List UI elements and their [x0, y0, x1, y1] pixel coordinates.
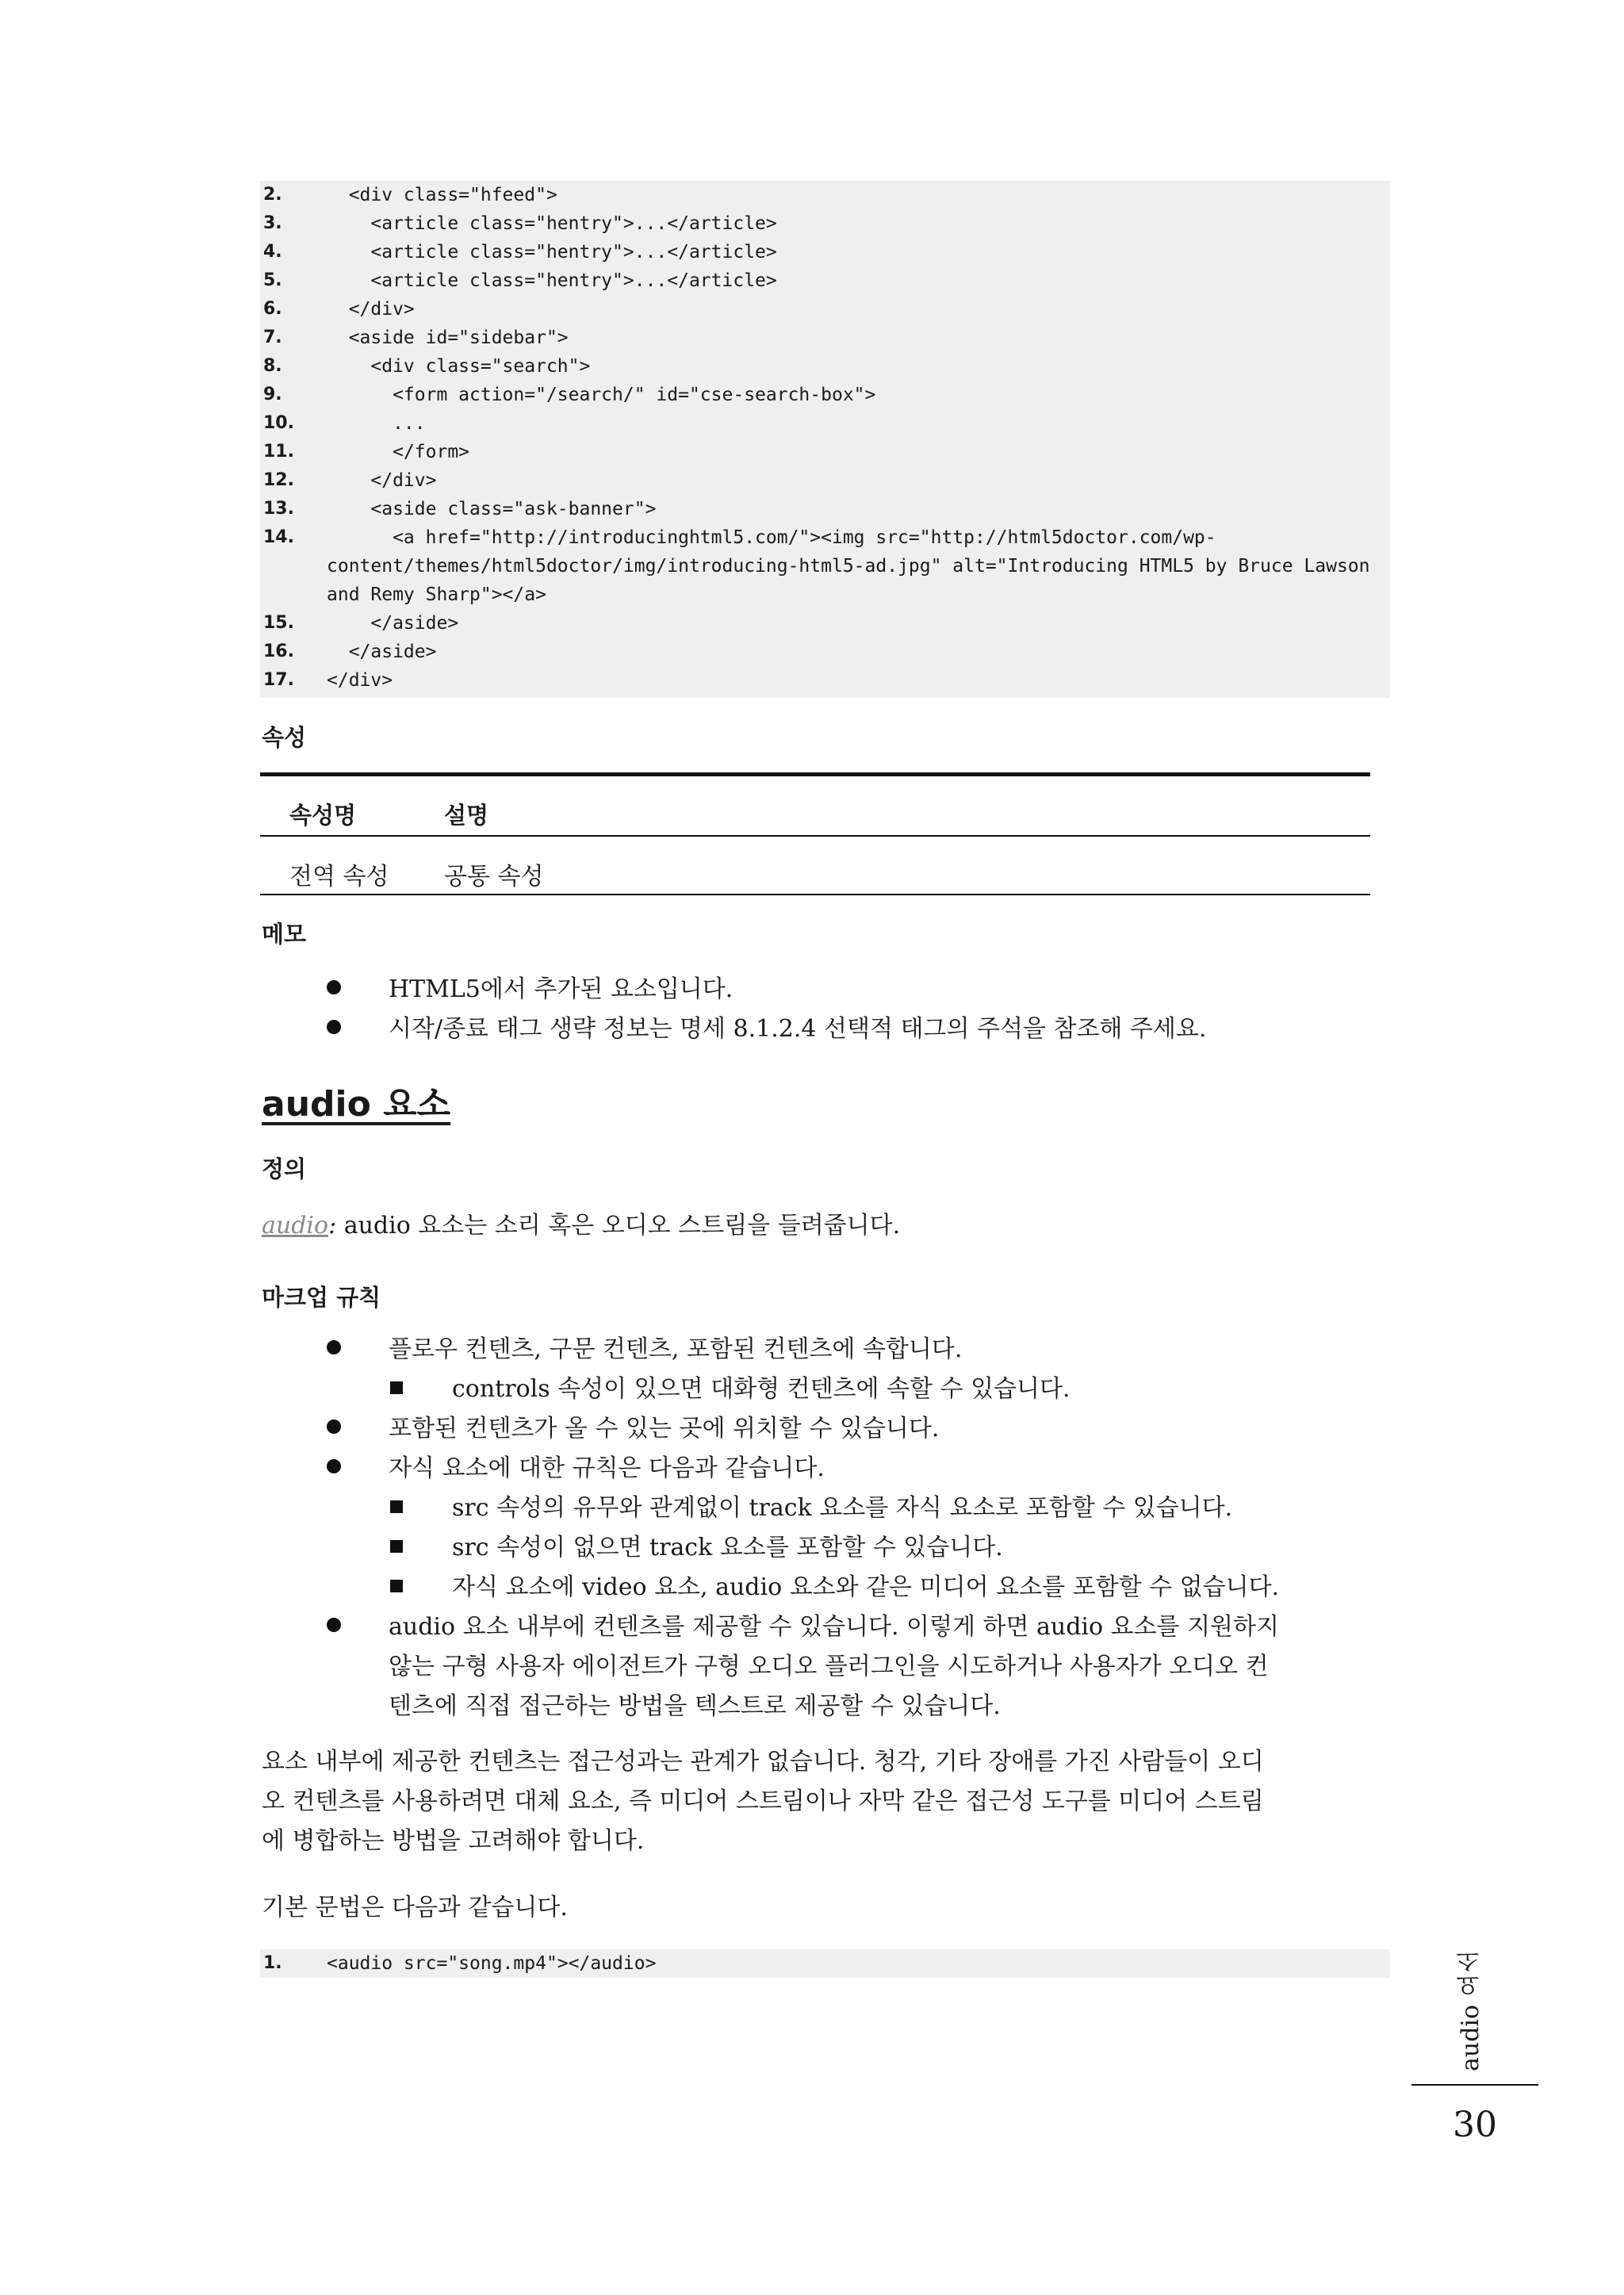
line-number: 16. [263, 642, 294, 661]
memo-item: HTML5에서 추가된 요소입니다. [389, 975, 733, 1003]
code-text: ... [327, 413, 426, 434]
definition-heading: 정의 [262, 1155, 307, 1182]
line-number: 13. [263, 499, 294, 519]
section-title: audio 요소 [262, 1084, 451, 1125]
rule-item: 자식 요소에 대한 규칙은 다음과 같습니다. [389, 1454, 825, 1482]
paragraph-line: 요소 내부에 제공한 컨텐츠는 접근성과는 관계가 없습니다. 청각, 기타 장애를 가진 사람들이 오디 [262, 1748, 1264, 1776]
line-number: 3. [263, 213, 282, 233]
code-text: <form action="/search/" id="cse-search-box"> [327, 385, 876, 405]
paragraph-line: 에 병합하는 방법을 고려해야 합니다. [262, 1827, 645, 1855]
code-text: </div> [327, 670, 393, 691]
memo-item: 시작/종료 태그 생략 정보는 명세 8.1.2.4 선택적 태그의 주석을 참조해 주세요. [389, 1015, 1207, 1043]
code-text: </div> [327, 470, 437, 491]
table-header-rule [260, 835, 1370, 837]
bullet-dot [327, 1618, 341, 1632]
syntax-intro: 기본 문법은 다음과 같습니다. [262, 1894, 568, 1921]
paragraph-line: 오 컨텐츠를 사용하려면 대체 요소, 즉 미디어 스트림이나 자막 같은 접근성 도구를 미디어 스트림 [262, 1787, 1264, 1815]
table-cell-desc: 공통 속성 [444, 863, 544, 891]
code-text: <article class="hentry">...</article> [327, 213, 777, 234]
code-text: <div class="search"> [327, 356, 591, 377]
code-text: </div> [327, 299, 415, 320]
line-number: 10. [263, 413, 294, 433]
line-number: 2. [263, 185, 282, 205]
code-text: <audio src="song.mp4"></audio> [327, 1953, 657, 1974]
line-number: 9. [263, 385, 282, 404]
code-text: content/themes/html5doctor/img/introducing-html5-ad.jpg" alt="Introducing HTML5 by Bruce Lawson [327, 556, 1370, 577]
bullet-dot [327, 1340, 341, 1354]
line-number: 12. [263, 470, 294, 490]
audio-link[interactable]: audio [262, 1212, 329, 1239]
rule-item-line: audio 요소 내부에 컨텐츠를 제공할 수 있습니다. 이렇게 하면 audio 요소를 지원하지 [389, 1613, 1279, 1641]
table-header-desc: 설명 [444, 802, 489, 829]
side-tab-label: audio 요소 [1457, 1949, 1484, 2071]
line-number: 5. [263, 270, 282, 290]
code-text: <article class="hentry">...</article> [327, 242, 777, 262]
line-number: 7. [263, 328, 282, 347]
line-number: 11. [263, 442, 294, 462]
rule-subitem: src 속성의 유무와 관계없이 track 요소를 자식 요소로 포함할 수 있습니다. [452, 1494, 1233, 1522]
table-cell-name: 전역 속성 [289, 863, 389, 891]
rule-item: 플로우 컨텐츠, 구문 컨텐츠, 포함된 컨텐츠에 속합니다. [389, 1335, 963, 1363]
rule-item-line: 않는 구형 사용자 에이전트가 구형 오디오 플러그인을 시도하거나 사용자가 오디오 컨 [389, 1653, 1269, 1680]
code-block-2 [260, 1949, 1390, 1978]
table-bottom-rule [260, 894, 1370, 895]
definition-body: audio 요소는 소리 혹은 오디오 스트림을 들려줍니다. [336, 1212, 901, 1239]
code-text: <div class="hfeed"> [327, 185, 557, 205]
rule-subitem: 자식 요소에 video 요소, audio 요소와 같은 미디어 요소를 포함할 수 없습니다. [452, 1573, 1280, 1601]
code-text: <a href="http://introducinghtml5.com/"><img src="http://html5doctor.com/wp- [327, 527, 1216, 548]
line-number: 17. [263, 670, 294, 690]
code-text: </form> [327, 442, 470, 462]
code-text: <aside class="ask-banner"> [327, 499, 657, 519]
rule-item: 포함된 컨텐츠가 올 수 있는 곳에 위치할 수 있습니다. [389, 1415, 940, 1443]
rule-subitem: controls 속성이 있으면 대화형 컨텐츠에 속할 수 있습니다. [452, 1375, 1071, 1403]
bullet-dot [327, 980, 341, 994]
line-number: 8. [263, 356, 282, 376]
code-block-1 [260, 181, 1390, 698]
bullet-square [390, 1540, 403, 1553]
line-number: 1. [263, 1953, 282, 1973]
table-header-name: 속성명 [289, 802, 357, 829]
code-text: </aside> [327, 642, 437, 662]
line-number: 15. [263, 613, 294, 633]
definition-text [262, 1205, 900, 1240]
definition-colon: : [328, 1212, 337, 1239]
bullet-dot [327, 1459, 341, 1473]
code-text: and Remy Sharp"></a> [327, 584, 546, 605]
page-number: 30 [1453, 2105, 1497, 2145]
rule-subitem: src 속성이 없으면 track 요소를 포함할 수 있습니다. [452, 1534, 1003, 1561]
code-text: <aside id="sidebar"> [327, 328, 569, 348]
bullet-dot [327, 1020, 341, 1034]
bullet-dot [327, 1420, 341, 1434]
line-number: 14. [263, 527, 294, 547]
memo-heading: 메모 [262, 921, 307, 948]
rule-item-line: 텐츠에 직접 접근하는 방법을 텍스트로 제공할 수 있습니다. [389, 1692, 1001, 1720]
attributes-heading: 속성 [262, 724, 307, 751]
markup-rules-heading: 마크업 규칙 [262, 1284, 381, 1311]
table-top-rule [260, 772, 1370, 776]
bullet-square [390, 1381, 403, 1394]
bullet-square [390, 1500, 403, 1513]
code-text: <article class="hentry">...</article> [327, 270, 777, 291]
bullet-square [390, 1580, 403, 1592]
code-text: </aside> [327, 613, 459, 634]
side-tab-rule [1411, 2084, 1538, 2086]
line-number: 6. [263, 299, 282, 319]
line-number: 4. [263, 242, 282, 262]
